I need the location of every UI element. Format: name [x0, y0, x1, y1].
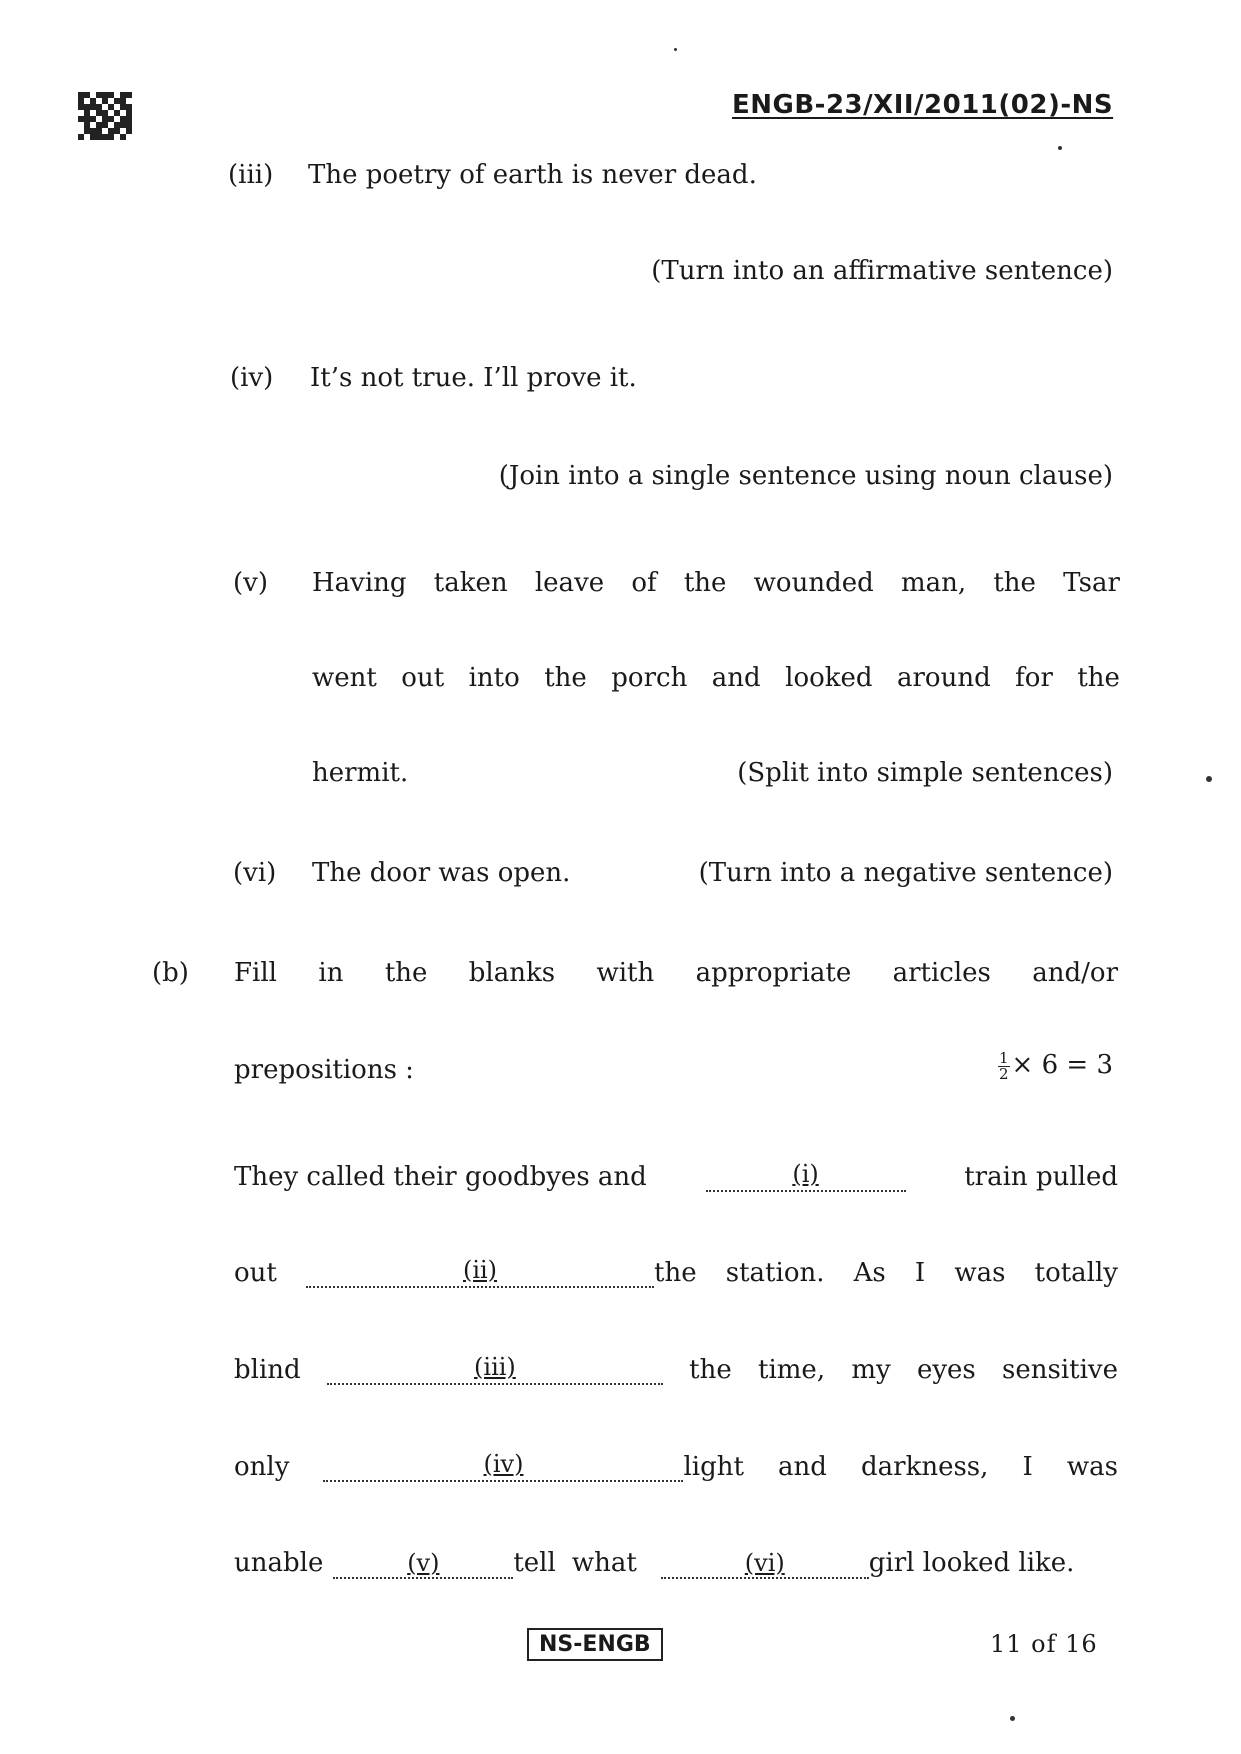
- section-b-instruction-line2: prepositions :: [234, 1055, 414, 1085]
- word: and: [711, 663, 761, 693]
- word: Having: [312, 568, 407, 598]
- word: man,: [900, 568, 967, 598]
- section-b-label: (b): [152, 958, 189, 988]
- word: Tsar: [1063, 568, 1120, 598]
- word: in: [318, 958, 344, 988]
- section-b-instruction-line1: [234, 958, 1118, 988]
- item-number-iv: (iv): [230, 363, 274, 393]
- passage-text: As: [853, 1258, 886, 1288]
- item-text-iii: The poetry of earth is never dead.: [308, 160, 757, 190]
- passage-line-1: [234, 1162, 1118, 1192]
- word: into: [468, 663, 520, 693]
- scan-speck: [674, 48, 677, 51]
- item-number-vi: (vi): [233, 858, 277, 888]
- word: out: [401, 663, 445, 693]
- passage-text: totally: [1034, 1258, 1118, 1288]
- word: for: [1015, 663, 1053, 693]
- passage-text: darkness,: [861, 1452, 989, 1482]
- item-number-v: (v): [233, 568, 268, 598]
- page-number: 11 of 16: [990, 1630, 1098, 1658]
- marks-numerator: 1: [999, 1048, 1009, 1067]
- passage-text: sensitive: [1002, 1355, 1118, 1385]
- passage-text: was: [954, 1258, 1006, 1288]
- word: articles: [892, 958, 991, 988]
- passage-text: girl looked like.: [868, 1548, 1075, 1578]
- scan-speck: [1010, 1716, 1015, 1721]
- marks-rest: × 6 = 3: [1011, 1050, 1113, 1080]
- marks-fraction: [998, 1048, 1010, 1083]
- passage-text: station.: [725, 1258, 825, 1288]
- passage-text: train pulled: [964, 1162, 1118, 1192]
- passage-text: unable: [234, 1548, 324, 1578]
- word: of: [631, 568, 657, 598]
- paper-code: ENGB-23/XII/2011(02)-NS: [732, 90, 1114, 120]
- word: with: [596, 958, 655, 988]
- passage-text: the: [689, 1355, 732, 1385]
- series-code-box: NS-ENGB: [527, 1628, 663, 1661]
- word: Fill: [234, 958, 277, 988]
- blank-iv[interactable]: (iv): [323, 1452, 683, 1482]
- passage-text: only: [234, 1452, 290, 1482]
- marks-denominator: 2: [999, 1064, 1009, 1083]
- passage-line-5: [234, 1548, 1074, 1579]
- word: looked: [785, 663, 873, 693]
- item-text-v-line3: hermit.: [312, 758, 409, 788]
- item-instruction-iii: (Turn into an affirmative sentence): [651, 256, 1113, 286]
- passage-text: They called their goodbyes and: [234, 1162, 647, 1192]
- word: went: [312, 663, 377, 693]
- word: the: [544, 663, 587, 693]
- blank-i[interactable]: (i): [706, 1162, 906, 1192]
- qr-code-icon: [78, 92, 132, 140]
- scan-speck: [1206, 776, 1212, 782]
- item-instruction-v: (Split into simple sentences): [737, 758, 1113, 788]
- item-text-iv: It’s not true. I’ll prove it.: [310, 363, 637, 393]
- word: the: [993, 568, 1036, 598]
- passage-text: light: [683, 1452, 744, 1482]
- item-text-vi: The door was open.: [312, 858, 571, 888]
- word: blanks: [468, 958, 556, 988]
- word: around: [897, 663, 991, 693]
- blank-ii[interactable]: (ii): [306, 1258, 654, 1288]
- word: wounded: [753, 568, 874, 598]
- word: the: [384, 958, 428, 988]
- word: the: [1077, 663, 1120, 693]
- word: porch: [611, 663, 688, 693]
- passage-text: the: [654, 1258, 697, 1288]
- marks-allocation: [998, 1050, 1113, 1082]
- passage-text: blind: [234, 1355, 301, 1385]
- passage-text: what: [571, 1548, 637, 1578]
- passage-line-2: [234, 1258, 1118, 1288]
- item-text-v-line2: [312, 663, 1120, 693]
- word: appropriate: [695, 958, 852, 988]
- passage-text: I: [1022, 1452, 1033, 1482]
- passage-text: time,: [758, 1355, 826, 1385]
- word: leave: [534, 568, 605, 598]
- passage-text: eyes: [916, 1355, 976, 1385]
- blank-iii[interactable]: (iii): [327, 1355, 663, 1385]
- word: and/or: [1032, 958, 1118, 988]
- item-text-v-line1: [312, 568, 1120, 598]
- passage-text: I: [914, 1258, 926, 1288]
- passage-line-3: [234, 1355, 1118, 1385]
- passage-text: tell: [513, 1548, 556, 1578]
- item-instruction-vi: (Turn into a negative sentence): [698, 858, 1113, 888]
- passage-text: was: [1066, 1452, 1118, 1482]
- blank-v[interactable]: (v): [333, 1551, 513, 1579]
- item-number-iii: (iii): [228, 160, 274, 190]
- passage-line-4: [234, 1452, 1118, 1482]
- item-instruction-iv: (Join into a single sentence using noun clause): [498, 461, 1113, 491]
- blank-vi[interactable]: (vi): [661, 1551, 869, 1579]
- word: taken: [433, 568, 508, 598]
- word: the: [683, 568, 727, 598]
- passage-text: and: [778, 1452, 827, 1482]
- scan-speck: [1058, 146, 1062, 150]
- passage-text: out: [234, 1258, 277, 1288]
- passage-text: my: [851, 1355, 891, 1385]
